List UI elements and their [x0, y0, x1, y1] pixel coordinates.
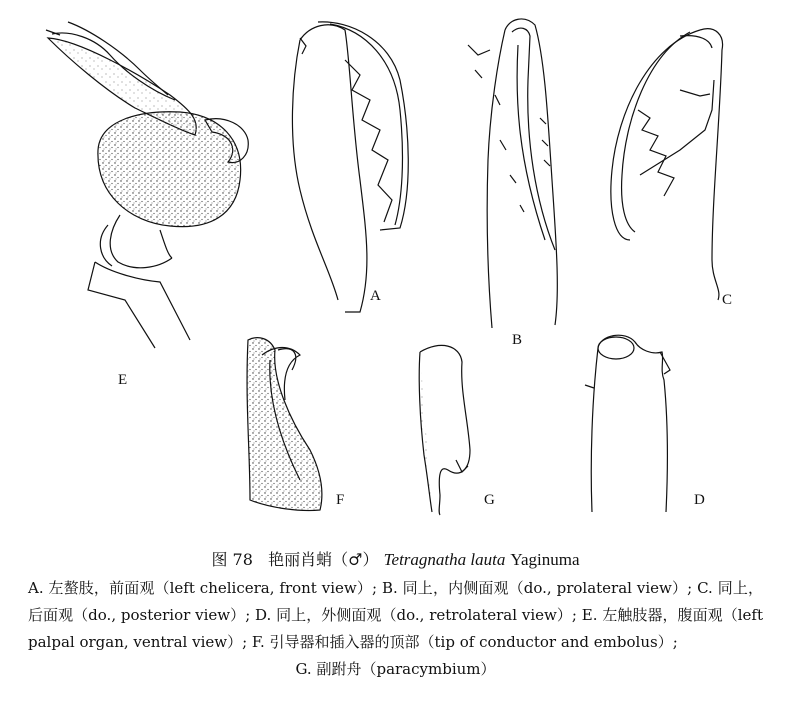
panel-label-g: G: [484, 492, 495, 508]
panel-label-a: A: [370, 288, 381, 304]
panel-label-c: C: [722, 292, 733, 308]
panel-e-palpal-organ: [46, 22, 248, 348]
panel-label-f: F: [336, 492, 345, 508]
panel-label-d: D: [694, 492, 705, 508]
figure-caption: [28, 546, 763, 683]
species-name: Tetragnatha lauta: [383, 550, 506, 569]
caption-body: A. 左螯肢，前面观（left chelicera, front view）; B. 同上，内侧面观（do., prolateral view）; C. 同上，后面观（do., posterior view）; D. 同上，外侧面观（do., retrolateral view）; E. 左触肢器，腹面观（left palpal organ, ventral view）; F. 引导器和插入器的顶部（tip of conductor and embolus）;: [28, 579, 763, 651]
species-author: Yaginuma: [510, 550, 580, 569]
figure-number: 图 78: [211, 550, 253, 569]
panel-a-chelicera-front: [292, 22, 408, 312]
panel-label-b: B: [512, 332, 523, 348]
panel-c-chelicera-posterior: [611, 29, 723, 300]
panel-label-e: E: [118, 372, 128, 388]
panel-b-chelicera-prolateral: [468, 19, 557, 328]
panel-g-paracymbium: [419, 345, 470, 515]
panel-d-chelicera-retrolateral: [585, 335, 670, 512]
common-name: 艳丽肖蛸（♂）: [268, 550, 379, 569]
panel-f-conductor-embolus-tip: [247, 338, 322, 511]
caption-title: [28, 546, 763, 573]
caption-last-line: G. 副跗舟（paracymbium）: [295, 660, 496, 678]
